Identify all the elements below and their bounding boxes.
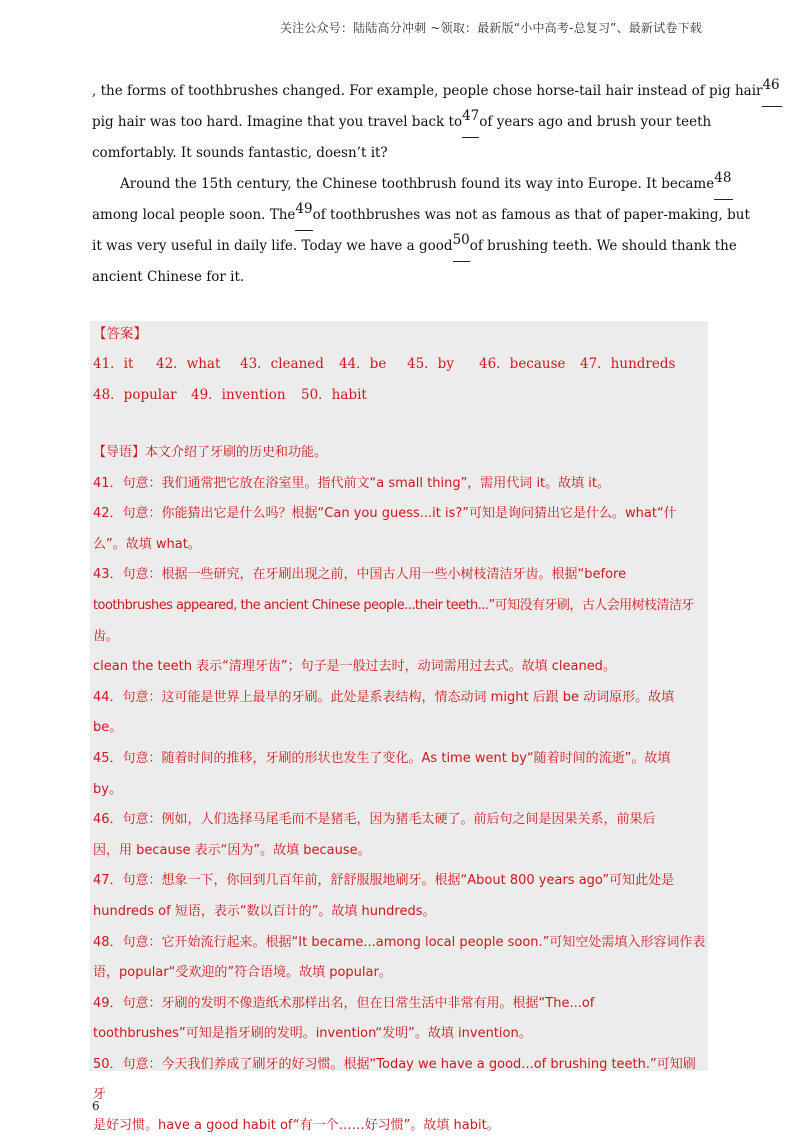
explanation-line: 【导语】本文介绍了牙刷的历史和功能。: [93, 445, 328, 460]
explanation-line: clean the teeth 表示“清理牙齿”；句子是一般过去时，动词需用过去式。故填 cleaned。: [93, 659, 616, 675]
answer-title: 【答案】: [93, 326, 147, 342]
blank-46: 46: [762, 76, 781, 107]
answer-item: 45．by: [407, 356, 454, 372]
explanation-line: 44．句意：这可能是世界上最早的牙刷。此处是系表结构，情态动词 might 后跟 be 动词原形。故填: [93, 689, 675, 705]
passage-line: , the forms of toothbrushes changed. For example, people chose horse-tail hair instead of pig hair 46: [92, 76, 708, 107]
explanation-line: 42．句意：你能猜出它是什么吗？根据“Can you guess...it is?”可知是询问猜出它是什么。what“什: [93, 506, 677, 522]
explanation-line: 41．句意：我们通常把它放在浴室里。指代前文“a small thing”，需用代词 it。故填 it。: [93, 475, 610, 491]
blank-47: 47: [462, 107, 479, 138]
passage-line: ancient Chinese for it.: [92, 269, 245, 285]
answer-item: 49．invention: [191, 387, 286, 403]
explanation-line: be。: [93, 720, 123, 736]
explanation-line: 因，用 because 表示“因为”。故填 because。: [93, 842, 371, 858]
blank-50: 50: [453, 231, 470, 262]
answer-item: 41．it: [93, 356, 134, 372]
passage-line: pig hair was too hard. Imagine that you travel back to 47 of years ago and brush your teeth: [92, 107, 708, 138]
passage-line: it was very useful in daily life. Today we have a good 50 of brushing teeth. We should thank the: [92, 231, 708, 262]
explanation-line: 48．句意：它开始流行起来。根据“It became...among local people soon.”可知空处需填入形容词作表: [93, 934, 706, 950]
explanation-line: toothbrushes”可知是指牙刷的发明。invention“发明”。故填 invention。: [93, 1026, 532, 1042]
passage-line: Around the 15th century, the Chinese toothbrush found its way into Europe. It became 48: [92, 169, 708, 200]
explanation-line: 是好习惯。have a good habit of“有一个……好习惯”。故填 habit。: [93, 1118, 500, 1134]
explanation-line: 么”。故填 what。: [93, 536, 201, 552]
explanation-line: 语，popular“受欢迎的”符合语境。故填 popular。: [93, 965, 392, 981]
explanation-line: 49．句意：牙刷的发明不像造纸术那样出名，但在日常生活中非常有用。根据“The...of: [93, 995, 595, 1011]
explanation: [93, 438, 707, 1142]
passage: [92, 76, 780, 293]
page-number: 6: [92, 1099, 100, 1113]
explanation-line: by。: [93, 781, 122, 797]
explanation-line: hundreds of 短语，表示“数以百计的”。故填 hundreds。: [93, 903, 436, 919]
answer-item: 48．popular: [93, 387, 177, 403]
explanation-line: 43．句意：根据一些研究，在牙刷出现之前，中国古人用一些小树枝清洁牙齿。根据“before: [93, 567, 627, 583]
answer-item: 42．what: [156, 356, 221, 372]
answer-item: 50．habit: [301, 387, 367, 403]
explanation-line: 46．句意：例如，人们选择马尾毛而不是猪毛，因为猪毛太硬了。前后句之间是因果关系，前果后: [93, 812, 656, 828]
passage-line: comfortably. It sounds fantastic, doesn’t it?: [92, 145, 388, 161]
answer-item: 46．because: [479, 356, 566, 372]
answer-item: 43．cleaned: [240, 356, 324, 372]
explanation-line: toothbrushes appeared, the ancient Chinese people...their teeth...”可知没有牙刷，古人会用树枝清洁牙齿。: [93, 597, 694, 644]
explanation-line: 47．句意：想象一下，你回到几百年前，舒舒服服地刷牙。根据“About 800 years ago”可知此处是: [93, 873, 675, 889]
answer-item: 47．hundreds: [580, 356, 676, 372]
explanation-line: 45．句意：随着时间的推移，牙刷的形状也发生了变化。As time went by“随着时间的流逝”。故填: [93, 750, 671, 766]
blank-49: 49: [295, 200, 312, 231]
answer-item: 44．be: [339, 356, 387, 372]
blank-48: 48: [714, 169, 733, 200]
passage-line: among local people soon. The 49 of toothbrushes was not as famous as that of paper-making, but: [92, 200, 708, 231]
page-header: 关注公众号：陆陆高分冲刺 ~领取：最新版“小中高考-总复习”、最新试卷下载: [279, 21, 702, 35]
explanation-line: 50．句意：今天我们养成了刷牙的好习惯。根据“Today we have a good...of brushing teeth.”可知刷牙: [93, 1056, 696, 1103]
